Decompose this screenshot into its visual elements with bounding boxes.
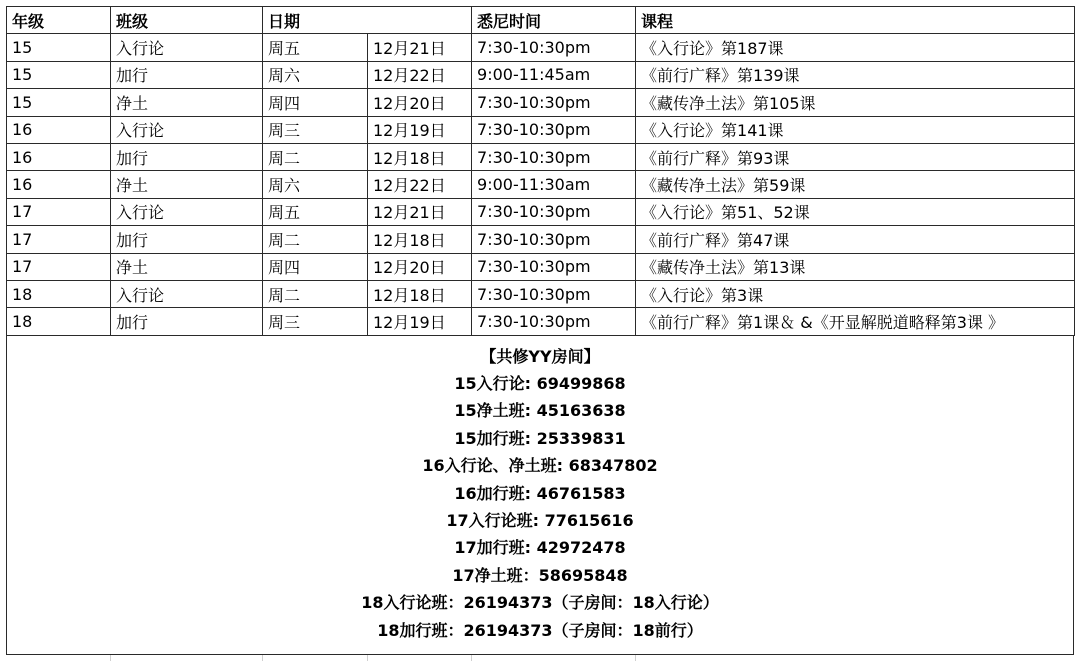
table-row [7,280,1075,307]
cell-grade[interactable]: 15 [7,89,111,116]
grid-line [367,655,368,661]
cell-course[interactable]: 《藏传净土法》第105课 [636,89,1075,116]
cell-sydney-time[interactable]: 9:00-11:30am [472,171,636,198]
cell-class[interactable]: 净土 [111,89,263,116]
cell-class[interactable]: 加行 [111,226,263,253]
cell-date[interactable]: 12月18日 [368,143,472,170]
cell-sydney-time[interactable]: 7:30-10:30pm [472,253,636,280]
grid-line [110,655,111,661]
cell-sydney-time[interactable]: 9:00-11:45am [472,61,636,88]
cell-grade[interactable]: 16 [7,171,111,198]
cell-weekday[interactable]: 周三 [263,116,368,143]
cell-class[interactable]: 入行论 [111,280,263,307]
header-grade[interactable]: 年级 [7,7,111,34]
cell-sydney-time[interactable]: 7:30-10:30pm [472,34,636,61]
cell-course[interactable]: 《入行论》第51、52课 [636,198,1075,225]
cell-course[interactable]: 《入行论》第187课 [636,34,1075,61]
cell-grade[interactable]: 17 [7,226,111,253]
table-row [7,253,1075,280]
cell-weekday[interactable]: 周四 [263,89,368,116]
cell-date[interactable]: 12月21日 [368,198,472,225]
cell-grade[interactable]: 18 [7,308,111,335]
yy-room-line: 15入行论: 69499868 [454,374,626,393]
yy-room-line: 15加行班: 25339831 [454,428,626,448]
cell-grade[interactable]: 16 [7,143,111,170]
yy-room-line: 17入行论班: 77615616 [446,511,634,530]
grid-line [635,655,636,661]
cell-weekday[interactable]: 周六 [263,61,368,88]
cell-date[interactable]: 12月20日 [368,253,472,280]
table-row [7,89,1075,116]
table-row [7,61,1075,88]
cell-date[interactable]: 12月20日 [368,89,472,116]
yy-room-line: 18加行班：26194373（子房间：18前行） [377,620,703,640]
cell-class[interactable]: 入行论 [111,34,263,61]
cell-weekday[interactable]: 周二 [263,226,368,253]
cell-grade[interactable]: 15 [7,34,111,61]
cell-class[interactable]: 加行 [111,308,263,335]
cell-course[interactable]: 《前行广释》第93课 [636,143,1075,170]
header-row [7,7,1075,34]
cell-course[interactable]: 《藏传净土法》第13课 [636,253,1075,280]
cell-sydney-time[interactable]: 7:30-10:30pm [472,89,636,116]
cell-course[interactable]: 《入行论》第3课 [636,280,1075,307]
table-row [7,308,1075,335]
cell-course[interactable]: 《前行广释》第1课＆ &《开显解脱道略释第3课 》 [636,308,1075,335]
cell-weekday[interactable]: 周二 [263,280,368,307]
yy-room-line: 16加行班: 46761583 [454,483,626,503]
yy-rooms-title: 【共修YY房间】 [480,347,600,366]
cell-weekday[interactable]: 周二 [263,143,368,170]
table-row [7,171,1075,198]
cell-sydney-time[interactable]: 7:30-10:30pm [472,226,636,253]
cell-class[interactable]: 加行 [111,61,263,88]
cell-weekday[interactable]: 周五 [263,198,368,225]
cell-class[interactable]: 净土 [111,253,263,280]
grid-line [471,655,472,661]
table-body [7,34,1075,335]
cell-date[interactable]: 12月22日 [368,61,472,88]
table-row [7,34,1075,61]
cell-class[interactable]: 加行 [111,143,263,170]
header-sydney-time[interactable]: 悉尼时间 [472,7,636,34]
header-course[interactable]: 课程 [636,7,1075,34]
cell-grade[interactable]: 18 [7,280,111,307]
table-row [7,116,1075,143]
yy-room-line: 17加行班: 42972478 [454,538,626,558]
cell-date[interactable]: 12月21日 [368,34,472,61]
table-row [7,198,1075,225]
cell-grade[interactable]: 17 [7,198,111,225]
table-row [7,226,1075,253]
cell-weekday[interactable]: 周五 [263,34,368,61]
header-class[interactable]: 班级 [111,7,263,34]
yy-rooms-cell[interactable] [6,336,1074,655]
cell-date[interactable]: 12月18日 [368,280,472,307]
cell-course[interactable]: 《藏传净土法》第59课 [636,171,1075,198]
cell-date[interactable]: 12月18日 [368,226,472,253]
cell-weekday[interactable]: 周三 [263,308,368,335]
cell-sydney-time[interactable]: 7:30-10:30pm [472,280,636,307]
cell-sydney-time[interactable]: 7:30-10:30pm [472,198,636,225]
cell-class[interactable]: 入行论 [111,116,263,143]
cell-sydney-time[interactable]: 7:30-10:30pm [472,116,636,143]
table-row [7,143,1075,170]
cell-grade[interactable]: 15 [7,61,111,88]
cell-date[interactable]: 12月19日 [368,116,472,143]
yy-room-line: 15净土班: 45163638 [454,401,626,421]
cell-class[interactable]: 入行论 [111,198,263,225]
cell-grade[interactable]: 17 [7,253,111,280]
cell-sydney-time[interactable]: 7:30-10:30pm [472,308,636,335]
cell-date[interactable]: 12月22日 [368,171,472,198]
cell-sydney-time[interactable]: 7:30-10:30pm [472,143,636,170]
cell-weekday[interactable]: 周六 [263,171,368,198]
cell-course[interactable]: 《入行论》第141课 [636,116,1075,143]
schedule-table [6,6,1075,336]
cell-course[interactable]: 《前行广释》第47课 [636,226,1075,253]
yy-room-line: 17净土班：58695848 [452,565,628,585]
cell-course[interactable]: 《前行广释》第139课 [636,61,1075,88]
header-date[interactable]: 日期 [263,7,472,34]
yy-room-line: 16入行论、净土班: 68347802 [422,456,658,476]
cell-date[interactable]: 12月19日 [368,308,472,335]
grid-line [262,655,263,661]
cell-class[interactable]: 净土 [111,171,263,198]
yy-room-line: 18入行论班：26194373（子房间：18入行论） [361,593,719,613]
cell-grade[interactable]: 16 [7,116,111,143]
cell-weekday[interactable]: 周四 [263,253,368,280]
